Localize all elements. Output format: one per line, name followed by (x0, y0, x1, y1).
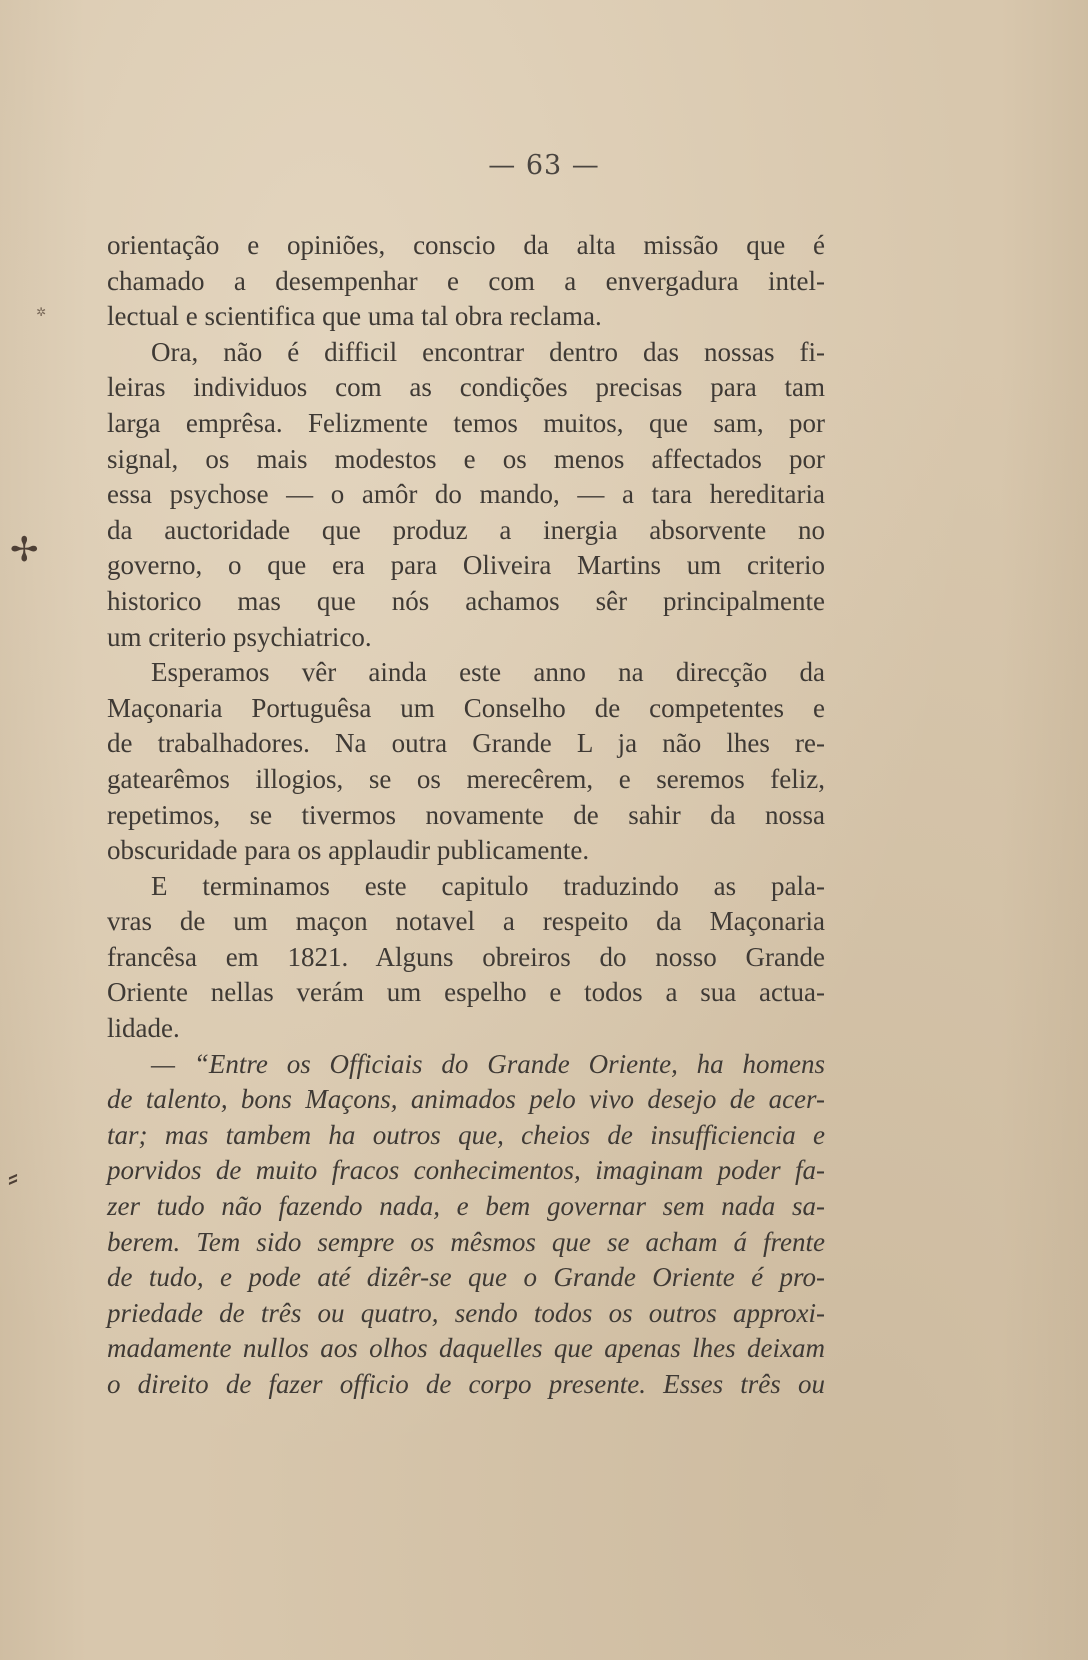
text-line: lectual e scientifica que uma tal obra reclama. (107, 301, 602, 332)
margin-pen-mark-icon: ✢ (10, 530, 39, 570)
text-line: berem. Tem sido sempre os mêsmos que se acham á frente (107, 1226, 825, 1257)
paragraph (107, 869, 825, 1047)
quotation-paragraph (107, 1047, 825, 1403)
text-line: governo, o que era para Oliveira Martins um criterio (107, 550, 825, 581)
text-line: leiras individuos com as condições precisas para tam (107, 372, 825, 403)
text-line: Maçonaria Portuguêsa um Conselho de competentes e (107, 692, 825, 723)
text-line: historico mas que nós achamos sêr principalmente (107, 585, 825, 616)
text-line: orientação e opiniões, conscio da alta missão que é (107, 230, 825, 260)
text-line: Esperamos vêr ainda este anno na direcção da (151, 657, 825, 688)
text-line: Oriente nellas verám um espelho e todos a sua actua- (107, 977, 825, 1008)
text-line: essa psychose — o amôr do mando, — a tara hereditaria (107, 479, 825, 510)
text-line: — “Entre os Officiais do Grande Oriente, ha homens (151, 1048, 825, 1079)
text-line: zer tudo não fazendo nada, e bem governar sem nada sa- (107, 1191, 825, 1222)
text-line: de tudo, e pode até dizêr-se que o Grande Oriente é pro- (107, 1262, 825, 1293)
paragraph (107, 335, 825, 655)
margin-pen-mark-icon: ⸗ (8, 1160, 18, 1195)
text-line: madamente nullos aos olhos daquelles que apenas lhes deixam (107, 1333, 825, 1364)
text-line: repetimos, se tivermos novamente de sahir da nossa (107, 799, 825, 830)
text-line: Ora, não é difficil encontrar dentro das nossas fi- (151, 336, 825, 367)
text-line: lidade. (107, 1013, 180, 1044)
body-text (107, 228, 825, 1403)
text-line: porvidos de muito fracos conhecimentos, imaginam poder fa- (107, 1155, 825, 1186)
text-line: gatearêmos illogios, se os merecêrem, e seremos feliz, (107, 763, 825, 794)
text-line: francêsa em 1821. Alguns obreiros do nosso Grande (107, 941, 825, 972)
text-line: da auctoridade que produz a inergia absorvente no (107, 514, 825, 545)
text-line: signal, os mais modestos e os menos affectados por (107, 443, 825, 474)
text-line: o direito de fazer officio de corpo presente. Esses três ou (107, 1369, 825, 1399)
text-line: priedade de três ou quatro, sendo todos os outros approxi- (107, 1297, 825, 1328)
text-line: larga emprêsa. Felizmente temos muitos, que sam, por (107, 407, 825, 438)
page-number: — 63 — (488, 150, 600, 181)
text-line: vras de um maçon notavel a respeito da Maçonaria (107, 906, 825, 937)
text-line: E terminamos este capitulo traduzindo as pala- (151, 870, 825, 901)
text-line: um criterio psychiatrico. (107, 621, 372, 652)
text-line: obscuridade para os applaudir publicamente. (107, 835, 590, 866)
text-line: de talento, bons Maçons, animados pelo vivo desejo de acer- (107, 1084, 825, 1115)
text-line: tar; mas tambem ha outros que, cheios de insufficiencia e (107, 1119, 825, 1150)
margin-speck-icon: ✲ (36, 305, 47, 319)
text-line: chamado a desempenhar e com a envergadura intel- (107, 265, 825, 296)
paragraph (107, 228, 825, 335)
text-line: de trabalhadores. Na outra Grande L ja não lhes re- (107, 728, 825, 759)
paragraph (107, 655, 825, 869)
